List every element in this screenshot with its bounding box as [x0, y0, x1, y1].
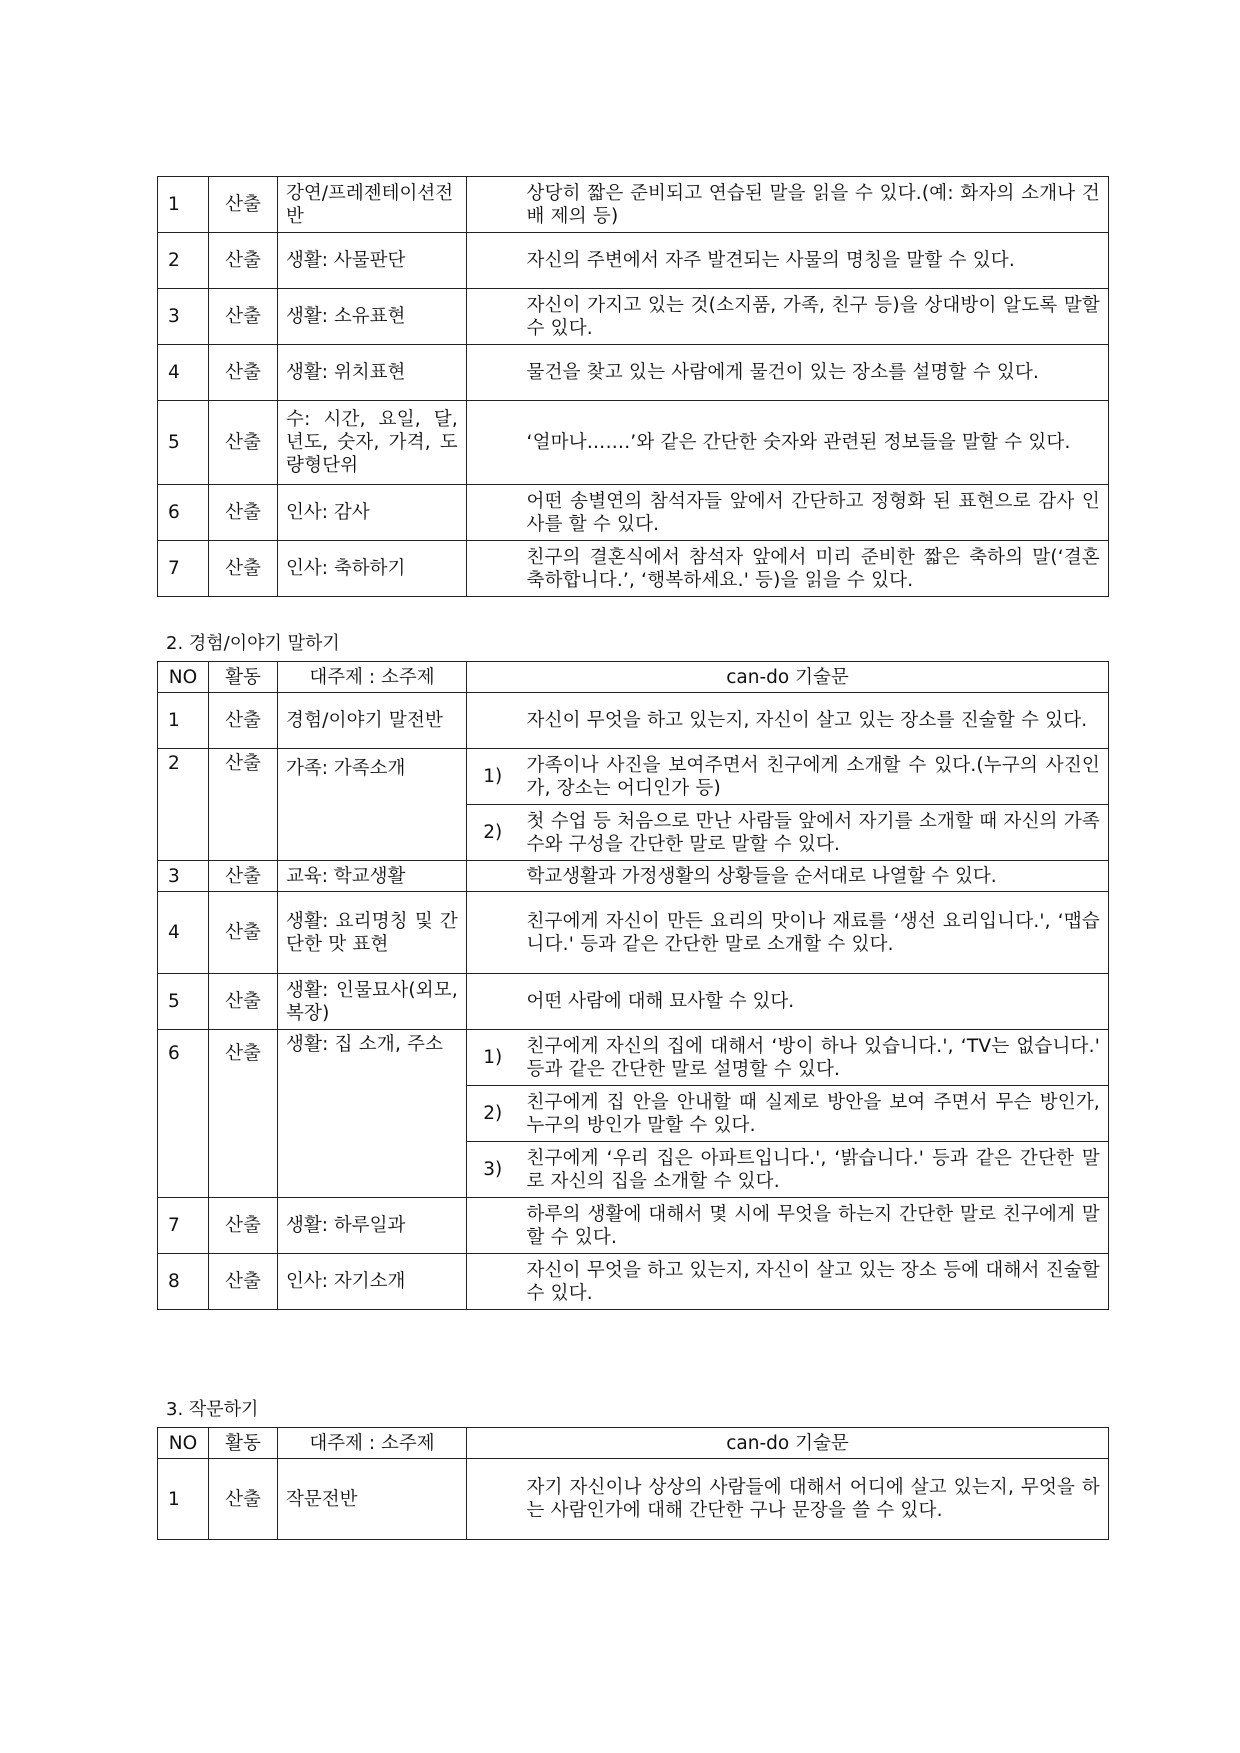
table-row: [158, 861, 1109, 892]
row-desc: 어떤 송별연의 참석자들 앞에서 간단하고 정형화 된 표현으로 감사 인사를 할 수 있다.: [519, 485, 1109, 541]
row-activity: 산출: [209, 401, 278, 485]
row-sub: [467, 541, 519, 597]
header-desc: can-do 기술문: [467, 1428, 1109, 1459]
row-no: 1: [158, 1459, 209, 1540]
row-no: 4: [158, 892, 209, 974]
row-topic: 경험/이야기 말전반: [278, 693, 467, 749]
row-no: 5: [158, 974, 209, 1030]
row-activity: 산출: [209, 345, 278, 401]
row-desc: ‘얼마나…….’와 같은 간단한 숫자와 관련된 정보들을 말할 수 있다.: [519, 401, 1109, 485]
row-no: 7: [158, 1198, 209, 1254]
row-sub: 3): [467, 1142, 519, 1198]
header-desc: can-do 기술문: [467, 662, 1109, 693]
row-sub: 1): [467, 749, 519, 805]
section1-table-wrapper: [157, 176, 1109, 597]
row-activity: 산출: [209, 541, 278, 597]
row-sub: [467, 485, 519, 541]
row-no: 8: [158, 1254, 209, 1310]
row-sub: [467, 289, 519, 345]
row-desc: 친구에게 ‘우리 집은 아파트입니다.', ‘밝습니다.' 등과 같은 간단한 말로 자신의 집을 소개할 수 있다.: [519, 1142, 1109, 1198]
table-row: [158, 401, 1109, 485]
row-activity: 산출: [209, 693, 278, 749]
row-activity: 산출: [209, 974, 278, 1030]
header-topic: 대주제 : 소주제: [278, 662, 467, 693]
table-row: [158, 177, 1109, 233]
row-no: 4: [158, 345, 209, 401]
row-no: 7: [158, 541, 209, 597]
table-row: [158, 233, 1109, 289]
row-sub: [467, 345, 519, 401]
table-header-row: [158, 662, 1109, 693]
row-topic: 생활: 집 소개, 주소: [278, 1030, 467, 1198]
row-topic: 인사: 자기소개: [278, 1254, 467, 1310]
row-topic: 수: 시간, 요일, 달, 년도, 숫자, 가격, 도량형단위: [278, 401, 467, 485]
table-row: [158, 485, 1109, 541]
table-row: [158, 345, 1109, 401]
table-row: [158, 289, 1109, 345]
row-topic: 교육: 학교생활: [278, 861, 467, 892]
row-topic: 생활: 인물묘사(외모, 복장): [278, 974, 467, 1030]
row-desc: 학교생활과 가정생활의 상황들을 순서대로 나열할 수 있다.: [519, 861, 1109, 892]
row-desc: 자신이 무엇을 하고 있는지, 자신이 살고 있는 장소를 진술할 수 있다.: [519, 693, 1109, 749]
table-row: [158, 693, 1109, 749]
row-sub: [467, 401, 519, 485]
table-row: [158, 541, 1109, 597]
row-sub: [467, 1254, 519, 1310]
header-no: NO: [158, 1428, 209, 1459]
row-sub: [467, 693, 519, 749]
row-activity: 산출: [209, 1254, 278, 1310]
table-row: [158, 974, 1109, 1030]
header-topic: 대주제 : 소주제: [278, 1428, 467, 1459]
row-topic: 작문전반: [278, 1459, 467, 1540]
row-activity: 산출: [209, 177, 278, 233]
row-no: 5: [158, 401, 209, 485]
row-sub: [467, 861, 519, 892]
row-topic: 생활: 위치표현: [278, 345, 467, 401]
row-desc: 물건을 찾고 있는 사람에게 물건이 있는 장소를 설명할 수 있다.: [519, 345, 1109, 401]
section3-heading: 3. 작문하기: [166, 1399, 259, 1420]
row-sub: 1): [467, 1030, 519, 1086]
row-activity: 산출: [209, 749, 278, 861]
row-desc: 친구에게 집 안을 안내할 때 실제로 방안을 보여 주면서 무슨 방인가, 누구의 방인가 말할 수 있다.: [519, 1086, 1109, 1142]
row-topic: 생활: 요리명칭 및 간단한 맛 표현: [278, 892, 467, 974]
row-sub: 2): [467, 805, 519, 861]
row-topic: 생활: 소유표현: [278, 289, 467, 345]
row-sub: [467, 974, 519, 1030]
row-sub: [467, 892, 519, 974]
row-no: 6: [158, 1030, 209, 1198]
row-desc: 자신이 가지고 있는 것(소지품, 가족, 친구 등)을 상대방이 알도록 말할 수 있다.: [519, 289, 1109, 345]
row-activity: 산출: [209, 289, 278, 345]
row-desc: 어떤 사람에 대해 묘사할 수 있다.: [519, 974, 1109, 1030]
table-row: [158, 1030, 1109, 1086]
row-activity: 산출: [209, 233, 278, 289]
row-desc: 자기 자신이나 상상의 사람들에 대해서 어디에 살고 있는지, 무엇을 하는 사람인가에 대해 간단한 구나 문장을 쓸 수 있다.: [519, 1459, 1109, 1540]
row-topic: 생활: 사물판단: [278, 233, 467, 289]
row-desc: 상당히 짧은 준비되고 연습된 말을 읽을 수 있다.(예: 화자의 소개나 건배 제의 등): [519, 177, 1109, 233]
row-activity: 산출: [209, 861, 278, 892]
row-desc: 자신이 무엇을 하고 있는지, 자신이 살고 있는 장소 등에 대해서 진술할 수 있다.: [519, 1254, 1109, 1310]
row-sub: [467, 233, 519, 289]
row-sub: [467, 1198, 519, 1254]
row-activity: 산출: [209, 1030, 278, 1198]
row-no: 1: [158, 693, 209, 749]
row-no: 3: [158, 289, 209, 345]
row-activity: 산출: [209, 1198, 278, 1254]
row-no: 1: [158, 177, 209, 233]
row-topic: 가족: 가족소개: [278, 749, 467, 861]
header-activity: 활동: [209, 662, 278, 693]
section3-table-wrapper: [157, 1427, 1109, 1540]
row-activity: 산출: [209, 892, 278, 974]
section2-heading: 2. 경험/이야기 말하기: [166, 633, 340, 654]
section1-table: [157, 176, 1109, 597]
row-desc: 친구에게 자신의 집에 대해서 ‘방이 하나 있습니다.', ‘TV는 없습니다.' 등과 같은 간단한 말로 설명할 수 있다.: [519, 1030, 1109, 1086]
header-no: NO: [158, 662, 209, 693]
row-no: 6: [158, 485, 209, 541]
row-topic: 강연/프레젠테이션전반: [278, 177, 467, 233]
row-no: 2: [158, 233, 209, 289]
table-row: [158, 1254, 1109, 1310]
row-topic: 인사: 축하하기: [278, 541, 467, 597]
table-row: [158, 749, 1109, 805]
table-row: [158, 1198, 1109, 1254]
row-desc: 하루의 생활에 대해서 몇 시에 무엇을 하는지 간단한 말로 친구에게 말할 수 있다.: [519, 1198, 1109, 1254]
row-sub: [467, 177, 519, 233]
table-row: [158, 892, 1109, 974]
row-activity: 산출: [209, 485, 278, 541]
row-desc: 첫 수업 등 처음으로 만난 사람들 앞에서 자기를 소개할 때 자신의 가족 수와 구성을 간단한 말로 말할 수 있다.: [519, 805, 1109, 861]
row-activity: 산출: [209, 1459, 278, 1540]
row-desc: 가족이나 사진을 보여주면서 친구에게 소개할 수 있다.(누구의 사진인가, 장소는 어디인가 등): [519, 749, 1109, 805]
section3-table: [157, 1427, 1109, 1540]
row-desc: 자신의 주변에서 자주 발견되는 사물의 명칭을 말할 수 있다.: [519, 233, 1109, 289]
table-row: [158, 1459, 1109, 1540]
row-topic: 인사: 감사: [278, 485, 467, 541]
row-desc: 친구에게 자신이 만든 요리의 맛이나 재료를 ‘생선 요리입니다.', ‘맵습니다.' 등과 같은 간단한 말로 소개할 수 있다.: [519, 892, 1109, 974]
row-sub: 2): [467, 1086, 519, 1142]
header-activity: 활동: [209, 1428, 278, 1459]
row-topic: 생활: 하루일과: [278, 1198, 467, 1254]
section2-table: [157, 661, 1109, 1310]
row-no: 2: [158, 749, 209, 861]
row-no: 3: [158, 861, 209, 892]
table-header-row: [158, 1428, 1109, 1459]
row-desc: 친구의 결혼식에서 참석자 앞에서 미리 준비한 짧은 축하의 말(‘결혼 축하합니다.’, ‘행복하세요.' 등)을 읽을 수 있다.: [519, 541, 1109, 597]
section2-table-wrapper: [157, 661, 1109, 1310]
row-sub: [467, 1459, 519, 1540]
